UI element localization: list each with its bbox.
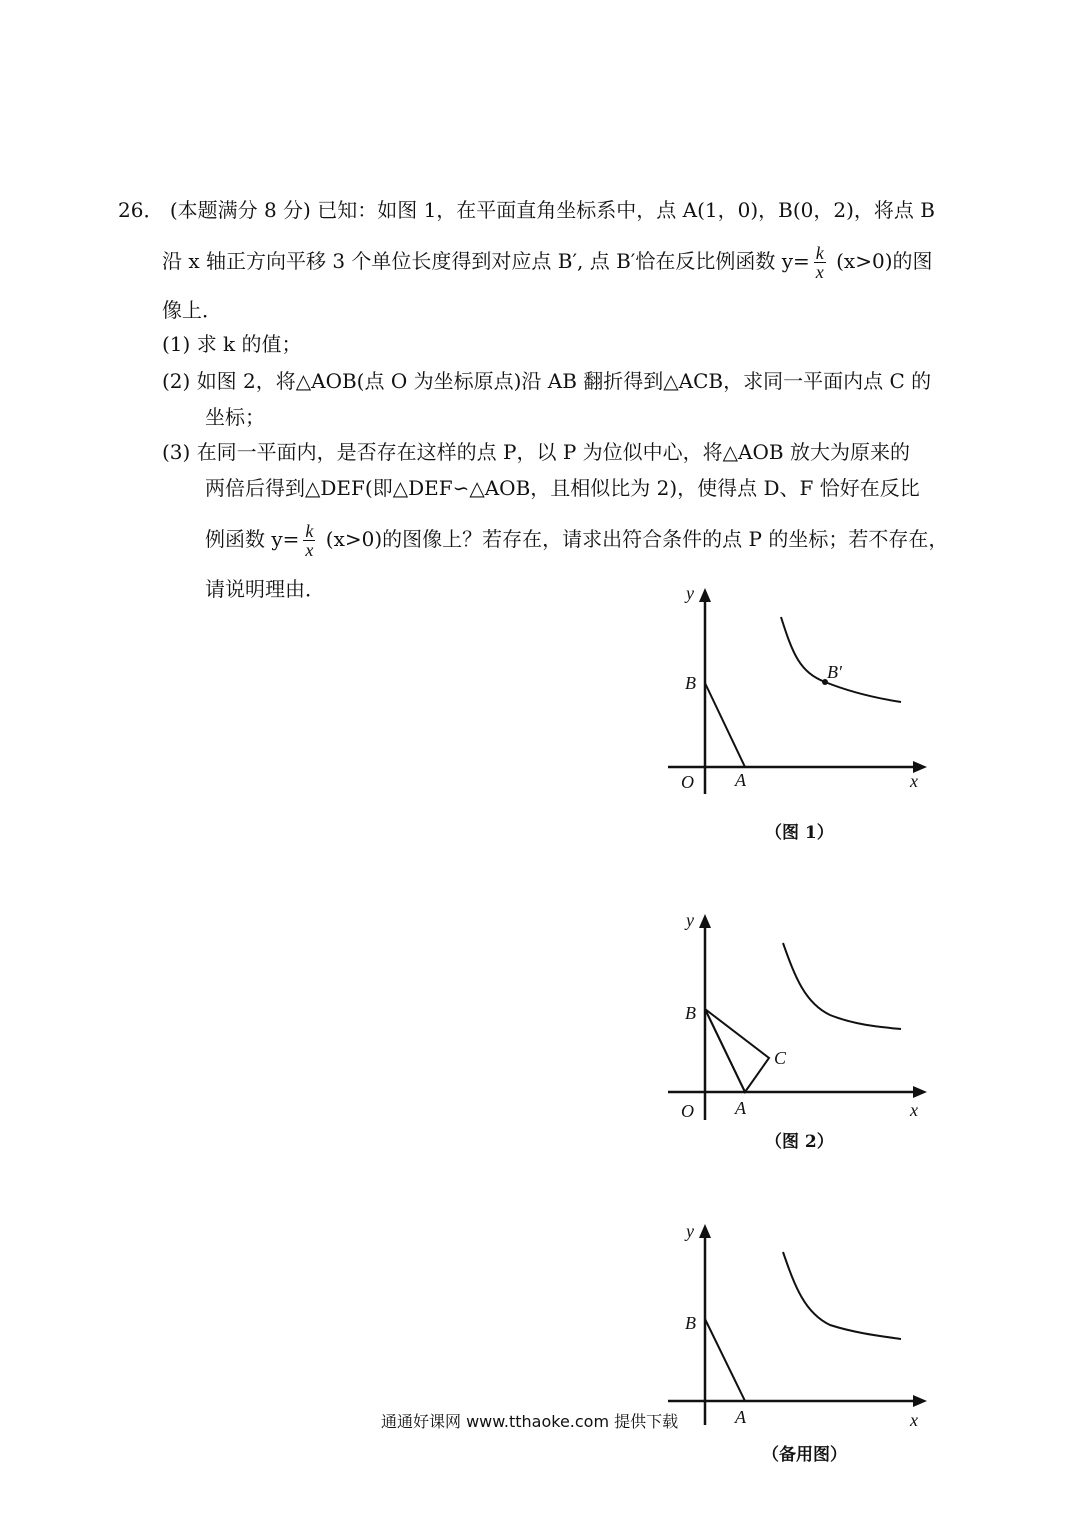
fraction-numerator-2: k — [305, 521, 314, 541]
problem-header: (本题满分 8 分) 已知：如图 1，在平面直角坐标系中，点 A(1，0)，B(0，2)，将点 B — [169, 198, 935, 222]
fraction-denominator-2: x — [305, 540, 314, 560]
fraction-k-over-x-2 — [303, 522, 315, 559]
label-c: C — [774, 1048, 787, 1068]
y-axis-arrow-icon — [699, 914, 711, 928]
question-2-line-2: 坐标； — [205, 405, 265, 429]
label-b-prime: B′ — [827, 662, 842, 682]
figure-2 — [660, 905, 960, 1125]
x-axis-arrow-icon — [913, 1086, 927, 1098]
problem-number: 26． — [118, 198, 164, 222]
label-a: A — [735, 1098, 746, 1118]
y-axis-arrow-icon — [699, 588, 711, 602]
figure-2-caption: （图 2） — [765, 1132, 834, 1152]
q3-line3-before: 例函数 y= — [205, 527, 300, 551]
label-o: O — [681, 772, 694, 792]
x-axis-arrow-icon — [913, 1395, 927, 1407]
figure-3 — [660, 1215, 960, 1435]
fraction-numerator: k — [815, 243, 824, 263]
problem-header-line — [118, 196, 935, 224]
label-o: O — [681, 1101, 694, 1121]
figure-1-caption: （图 1） — [765, 823, 834, 843]
label-y: y — [686, 1221, 694, 1241]
segment-ab — [705, 683, 745, 767]
label-b: B — [685, 1003, 696, 1023]
question-3-line-3 — [205, 522, 948, 559]
problem-line-2 — [162, 244, 933, 281]
hyperbola-curve — [783, 1252, 901, 1339]
label-y: y — [686, 910, 694, 930]
question-3-line-1: (3) 在同一平面内，是否存在这样的点 P，以 P 为位似中心，将△AOB 放大为原来的 — [162, 440, 910, 464]
label-a: A — [735, 1407, 746, 1427]
line2-before: 沿 x 轴正方向平移 3 个单位长度得到对应点 B′, 点 B′恰在反比例函数 y= — [162, 249, 810, 273]
y-axis-arrow-icon — [699, 1224, 711, 1238]
label-x: x — [910, 1410, 918, 1430]
question-3-line-4: 请说明理由． — [205, 577, 325, 601]
problem-line-3: 像上． — [162, 298, 222, 322]
figure-1 — [660, 580, 960, 810]
footer-credit: 通通好课网 www.tthaoke.com 提供下载 — [381, 1412, 679, 1431]
triangle-acb — [705, 1009, 769, 1092]
line2-after: (x>0)的图 — [829, 249, 933, 273]
fraction-denominator: x — [815, 262, 824, 282]
label-y: y — [686, 583, 694, 603]
segment-ab — [705, 1009, 745, 1092]
question-3-line-2: 两倍后得到△DEF(即△DEF∽△AOB，且相似比为 2)，使得点 D、F 恰好在反比 — [205, 476, 920, 500]
figure-3-caption: （备用图） — [762, 1445, 847, 1465]
hyperbola-curve — [783, 943, 901, 1029]
label-a: A — [735, 770, 746, 790]
label-x: x — [910, 771, 918, 791]
segment-ab — [705, 1319, 745, 1401]
q3-line3-after: (x>0)的图像上？若存在，请求出符合条件的点 P 的坐标；若不存在， — [319, 527, 949, 551]
fraction-k-over-x — [814, 244, 826, 281]
label-x: x — [910, 1100, 918, 1120]
hyperbola-curve — [781, 617, 901, 702]
label-b: B — [685, 1313, 696, 1333]
question-1: (1) 求 k 的值； — [162, 332, 302, 356]
label-b: B — [685, 673, 696, 693]
question-2-line-1: (2) 如图 2，将△AOB(点 O 为坐标原点)沿 AB 翻折得到△ACB，求同一平面内点 C 的 — [162, 369, 932, 393]
